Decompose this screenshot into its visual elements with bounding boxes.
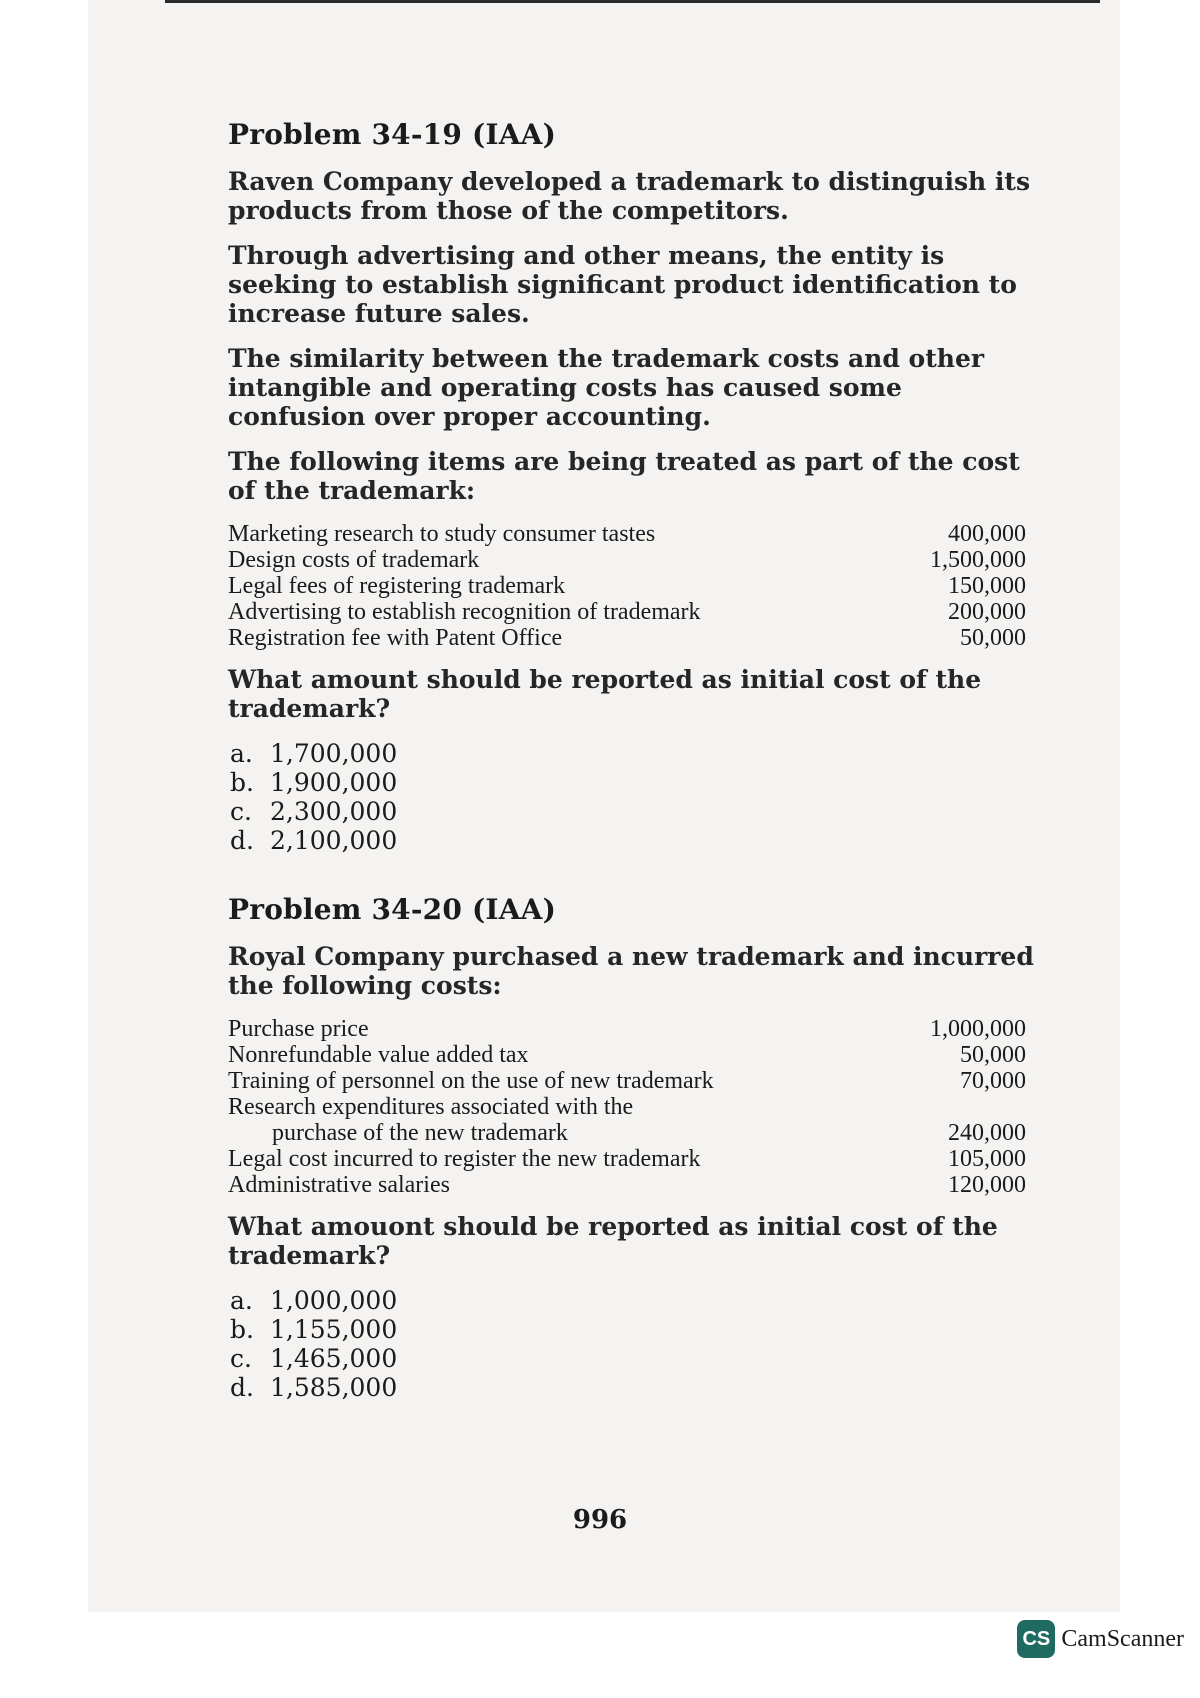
choice-letter: b. [230, 1315, 254, 1344]
page-content [228, 118, 1038, 1402]
cost-label: Nonrefundable value added tax [228, 1042, 529, 1068]
choice-value: 1,700,000 [270, 739, 398, 768]
answer-choice [230, 826, 1038, 855]
choice-value: 1,900,000 [270, 768, 398, 797]
answer-choice [230, 797, 1038, 826]
cost-label: Administrative salaries [228, 1172, 450, 1198]
cost-amount [876, 1094, 1026, 1120]
camscanner-name: CamScanner [1061, 1625, 1184, 1652]
cost-row [228, 599, 1026, 625]
cost-amount: 1,500,000 [930, 547, 1026, 573]
problem-paragraph: The similarity between the trademark costs and other intangible and operating costs has caused some confusion over proper accounting. [228, 344, 985, 431]
cost-row [228, 1094, 1026, 1120]
cost-label: Training of personnel on the use of new trademark [228, 1068, 714, 1094]
cost-row [228, 1016, 1026, 1042]
choice-value: 1,000,000 [270, 1286, 398, 1315]
cost-label: Legal cost incurred to register the new trademark [228, 1146, 701, 1172]
choice-letter: a. [230, 1286, 253, 1315]
answer-choice [230, 1286, 1038, 1315]
cost-amount: 105,000 [948, 1146, 1026, 1172]
cost-label: Legal fees of registering trademark [228, 573, 566, 599]
camscanner-logo-icon: CS [1017, 1620, 1055, 1658]
cost-amount: 200,000 [948, 599, 1026, 625]
cost-label: Registration fee with Patent Office [228, 625, 563, 651]
question-text: What amouont should be reported as initial cost of the trademark? [228, 1212, 998, 1270]
cost-amount: 50,000 [960, 625, 1026, 651]
problem-paragraph: Through advertising and other means, the entity is seeking to establish significant product identification to increase future sales. [228, 241, 1017, 328]
cost-label: Design costs of trademark [228, 547, 480, 573]
problem-paragraph: Royal Company purchased a new trademark and incurred the following costs: [228, 942, 1034, 1000]
choice-letter: d. [230, 1373, 254, 1402]
problem-title: Problem 34-20 (IAA) [228, 893, 557, 926]
cost-row [228, 1172, 1026, 1198]
cost-label: purchase of the new trademark [272, 1120, 568, 1146]
cost-amount: 1,000,000 [930, 1016, 1026, 1042]
page-number: 996 [572, 1505, 628, 1535]
choice-letter: c. [230, 797, 252, 826]
answer-choices [230, 1286, 1038, 1402]
answer-choices [230, 739, 1038, 855]
camscanner-watermark [1017, 1620, 1184, 1658]
cost-items-table [228, 521, 1026, 651]
cost-label: Research expenditures associated with the [228, 1094, 634, 1120]
problem-34-20 [228, 893, 1038, 1402]
cost-row [228, 573, 1026, 599]
problem-34-19 [228, 118, 1038, 855]
choice-value: 1,155,000 [270, 1315, 398, 1344]
choice-letter: a. [230, 739, 253, 768]
cost-row [228, 1120, 1026, 1146]
choice-letter: b. [230, 768, 254, 797]
cost-amount: 150,000 [948, 573, 1026, 599]
cost-label: Advertising to establish recognition of trademark [228, 599, 701, 625]
page-top-edge [165, 0, 1100, 3]
cost-amount: 400,000 [948, 521, 1026, 547]
choice-value: 1,585,000 [270, 1373, 398, 1402]
question-text: What amount should be reported as initial cost of the trademark? [228, 665, 982, 723]
cost-amount: 120,000 [948, 1172, 1026, 1198]
problem-paragraph: Raven Company developed a trademark to distinguish its products from those of the competitors. [228, 167, 1031, 225]
cost-amount: 240,000 [948, 1120, 1026, 1146]
choice-value: 1,465,000 [270, 1344, 398, 1373]
cost-row [228, 625, 1026, 651]
cost-amount: 50,000 [960, 1042, 1026, 1068]
cost-row [228, 1042, 1026, 1068]
cost-row [228, 547, 1026, 573]
choice-letter: c. [230, 1344, 252, 1373]
cost-row [228, 1068, 1026, 1094]
cost-row [228, 1146, 1026, 1172]
choice-value: 2,300,000 [270, 797, 398, 826]
answer-choice [230, 1344, 1038, 1373]
cost-label: Marketing research to study consumer tastes [228, 521, 656, 547]
problem-title: Problem 34-19 (IAA) [228, 118, 557, 151]
cost-items-table [228, 1016, 1026, 1198]
answer-choice [230, 1373, 1038, 1402]
answer-choice [230, 1315, 1038, 1344]
answer-choice [230, 739, 1038, 768]
choice-value: 2,100,000 [270, 826, 398, 855]
cost-label: Purchase price [228, 1016, 369, 1042]
cost-amount: 70,000 [960, 1068, 1026, 1094]
answer-choice [230, 768, 1038, 797]
cost-row [228, 521, 1026, 547]
choice-letter: d. [230, 826, 254, 855]
problem-paragraph: The following items are being treated as part of the cost of the trademark: [228, 447, 1020, 505]
